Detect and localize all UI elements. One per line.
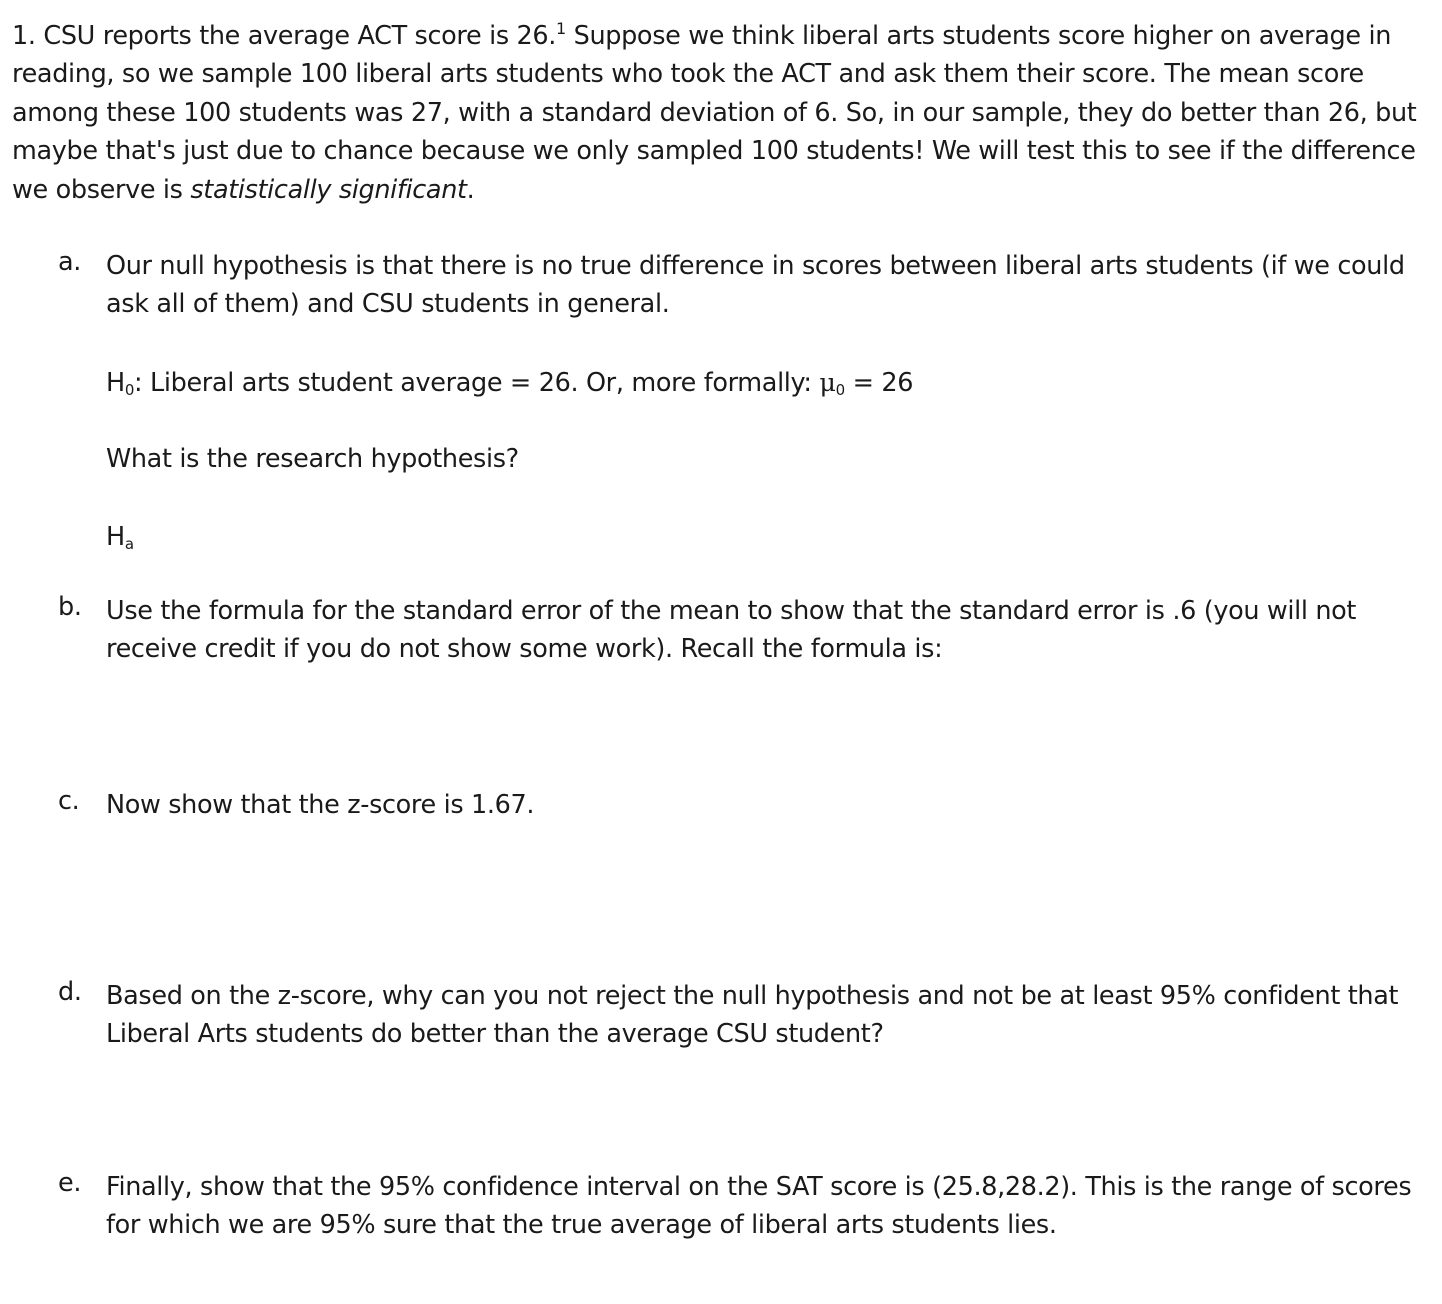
item-d-marker: d. <box>58 977 82 1007</box>
ha-symbol: H <box>106 522 125 552</box>
alternative-hypothesis <box>106 518 134 556</box>
intro-text-body: Suppose we think liberal arts students score higher on average in reading, so we sample 100 liberal arts students who took the ACT and ask them their score. The mean score among these 100 students was 27, with a standard deviation of 6. So, in our sample, they do better than 26, but maybe that's just due to chance because we only sampled 100 students! We will test this to see if the difference we observe is <box>12 21 1417 205</box>
item-a-marker: a. <box>58 247 82 277</box>
item-b-text: Use the formula for the standard error of the mean to show that the standard error is .6 (you will not receive credit if you do not show some work). Recall the formula is: <box>106 596 1357 665</box>
item-c-marker: c. <box>58 786 80 816</box>
intro-text-start: 1. CSU reports the average ACT score is 26. <box>12 21 557 51</box>
ha-subscript: a <box>124 535 134 553</box>
question-1-intro <box>12 17 1432 209</box>
mu-subscript: 0 <box>835 381 845 399</box>
item-d-text: Based on the z-score, why can you not reject the null hypothesis and not be at least 95% confident that Liberal Arts students do better than the average CSU student? <box>106 981 1399 1050</box>
intro-emphasis: statistically significant <box>190 174 467 205</box>
h0-text: : Liberal arts student average = 26. Or, more formally: <box>134 368 820 398</box>
item-e-text: Finally, show that the 95% confidence interval on the SAT score is (25.8,28.2). This is the range of scores for which we are 95% sure that the true average of liberal arts students lies. <box>106 1172 1412 1241</box>
mu-symbol: μ <box>819 368 836 398</box>
mu-value: = 26 <box>844 368 914 398</box>
footnote-reference[interactable]: 1 <box>556 19 566 38</box>
item-e-marker: e. <box>58 1168 82 1198</box>
item-c-text: Now show that the z-score is 1.67. <box>106 790 535 820</box>
intro-text-end: . <box>466 174 475 205</box>
h0-subscript: 0 <box>124 381 135 399</box>
item-a-text: Our null hypothesis is that there is no true difference in scores between liberal arts students (if we could ask all of them) and CSU students in general. <box>106 251 1405 320</box>
item-b-marker: b. <box>58 592 82 622</box>
null-hypothesis <box>106 364 913 402</box>
h0-symbol: H <box>106 368 125 398</box>
research-hypothesis-question: What is the research hypothesis? <box>106 444 519 474</box>
